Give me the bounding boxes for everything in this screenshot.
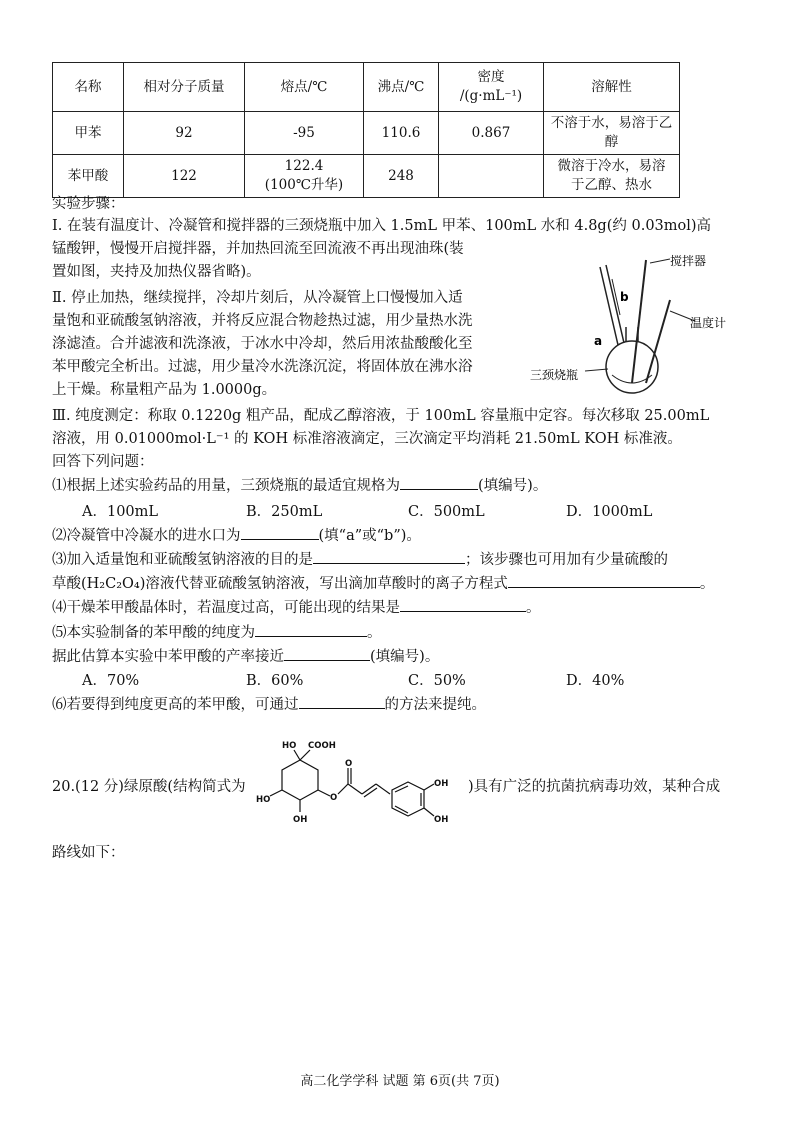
step1-line1: Ⅰ. 在装有温度计、冷凝管和搅拌器的三颈烧瓶中加入 1.5mL 甲苯、100mL 水和 4.8g(约 0.03mol)高 — [52, 218, 712, 234]
header-solubility: 溶解性 — [544, 63, 680, 112]
step2-line3: 涤滤渣。合并滤液和洗涤液，于冰水中冷却，然后用浓盐酸酸化至 — [52, 336, 473, 352]
q5-option-b: B．60% — [246, 673, 304, 689]
questions-intro: 回答下列问题： — [52, 454, 154, 470]
header-bp: 沸点/℃ — [364, 63, 439, 112]
step1-line2: 锰酸钾，慢慢开启搅拌器，并加热回流至回流液不再出现油珠(装 — [52, 241, 464, 257]
question-2-text: ⑵冷凝管中冷凝水的进水口为 — [52, 528, 241, 544]
question-3b — [52, 573, 714, 595]
question-2-tail: (填“a”或“b”)。 — [318, 528, 421, 544]
cell-bp: 248 — [364, 155, 439, 198]
question-4 — [52, 597, 541, 619]
cell-mp: -95 — [245, 112, 364, 155]
question-1-text: ⑴根据上述实验药品的用量，三颈烧瓶的最适宜规格为 — [52, 478, 400, 494]
cell-solubility: 不溶于水，易溶于乙醇 — [544, 112, 680, 155]
step2-line2: 量饱和亚硫酸氢钠溶液，并将反应混合物趁热过滤，用少量热水洗 — [52, 313, 473, 329]
cell-mw: 92 — [124, 112, 245, 155]
answer-blank-5[interactable] — [255, 622, 367, 637]
step2-line1: Ⅱ. 停止加热，继续搅拌，冷却片刻后，从冷凝管上口慢慢加入适 — [52, 290, 463, 306]
cell-density: 0.867 — [439, 112, 544, 155]
step3-line1: Ⅲ. 纯度测定：称取 0.1220g 粗产品，配成乙醇溶液，于 100mL 容量瓶中定容。每次移取 25.00mL — [52, 408, 710, 424]
q5-option-d: D．40% — [566, 673, 625, 689]
stirrer-icon — [632, 260, 646, 383]
struct-cooh: COOH — [308, 741, 336, 751]
table-row — [53, 155, 680, 198]
header-mp: 熔点/℃ — [245, 63, 364, 112]
struct-ho-left: HO — [256, 795, 271, 805]
answer-blank-4[interactable] — [400, 597, 526, 612]
header-mw: 相对分子质量 — [124, 63, 245, 112]
steps-heading: 实验步骤： — [52, 196, 125, 212]
apparatus-figure — [520, 245, 760, 395]
cyclohexane-ring-icon — [282, 760, 318, 800]
cell-mp-value: 122.4 — [284, 158, 324, 174]
question-3-end: 。 — [699, 576, 715, 592]
struct-oh-ring1: OH — [434, 779, 449, 789]
question-3-text-a: ⑶加入适量饱和亚硫酸氢钠溶液的目的是 — [52, 552, 313, 568]
question-1-tail: (填编号)。 — [478, 478, 548, 494]
q20-lead: 20.(12 分)绿原酸(结构简式为 — [52, 779, 246, 795]
question-5 — [52, 622, 382, 644]
q20-tail: )具有广泛的抗菌抗病毒功效，某种合成 — [468, 779, 721, 795]
question-6-text: ⑹若要得到纯度更高的苯甲酸，可通过 — [52, 697, 299, 713]
question-5-text: ⑸本实验制备的苯甲酸的纯度为 — [52, 625, 255, 641]
cell-mw: 122 — [124, 155, 245, 198]
label-a: a — [594, 334, 603, 348]
q1-option-d: D．1000mL — [566, 504, 653, 520]
header-name: 名称 — [53, 63, 124, 112]
question-6-tail: 的方法来提纯。 — [384, 697, 486, 713]
step2-line5: 上干燥。称量粗产品为 1.0000g。 — [52, 382, 277, 398]
header-density — [439, 63, 544, 112]
q5-option-a: A．70% — [82, 673, 140, 689]
q1-option-b: B．250mL — [246, 504, 323, 520]
question-5b — [52, 646, 439, 668]
question-5b-text: 据此估算本实验中苯甲酸的产率接近 — [52, 649, 284, 665]
cell-bp: 110.6 — [364, 112, 439, 155]
question-3a — [52, 549, 668, 571]
cell-mp — [245, 155, 364, 198]
struct-oh-ring2: OH — [434, 815, 449, 825]
label-stirrer: 搅拌器 — [670, 254, 707, 268]
q5-option-c: C．50% — [408, 673, 466, 689]
step3-line2: 溶液，用 0.01000mol·L⁻¹ 的 KOH 标准溶液滴定，三次滴定平均消耗 21.50mL KOH 标准液。 — [52, 431, 682, 447]
struct-o-ester: O — [330, 793, 338, 803]
cell-density — [439, 155, 544, 198]
question-5b-tail: (填编号)。 — [370, 649, 440, 665]
question-5-end: 。 — [367, 625, 382, 641]
question-4-end: 。 — [526, 600, 541, 616]
step1-line3: 置如图，夹持及加热仪器省略)。 — [52, 264, 261, 280]
cell-mp-note: (100℃升华) — [264, 177, 344, 193]
cell-name: 甲苯 — [53, 112, 124, 155]
question-1 — [52, 475, 547, 497]
cell-name: 苯甲酸 — [53, 155, 124, 198]
answer-blank-5b[interactable] — [284, 646, 370, 661]
cell-solubility-text: 微溶于冷水，易溶于乙醇、热水 — [557, 158, 666, 193]
question-2 — [52, 525, 421, 547]
label-b: b — [620, 290, 629, 304]
answer-blank-2[interactable] — [241, 525, 319, 540]
properties-table — [52, 62, 680, 198]
cell-solubility — [544, 155, 680, 198]
label-thermometer: 温度计 — [690, 316, 727, 330]
question-3-text-b: ；该步骤也可用加有少量硫酸的 — [465, 552, 668, 568]
question-6 — [52, 694, 486, 716]
density-unit: /(g·mL⁻¹) — [459, 88, 523, 104]
step2-line4: 苯甲酸完全析出。过滤，用少量冷水洗涤沉淀，将固体放在沸水浴 — [52, 359, 473, 375]
q1-option-a: A．100mL — [82, 504, 159, 520]
chlorogenic-acid-structure — [256, 738, 468, 834]
answer-blank-3a[interactable] — [313, 549, 465, 564]
page-footer: 高二化学学科 试题 第 6页(共 7页) — [300, 1074, 500, 1089]
answer-blank-3b[interactable] — [508, 573, 700, 588]
label-flask: 三颈烧瓶 — [530, 368, 579, 382]
answer-blank-1[interactable] — [400, 475, 478, 490]
struct-ho-top: HO — [282, 741, 297, 751]
q1-option-c: C．500mL — [408, 504, 485, 520]
answer-blank-6[interactable] — [299, 694, 385, 709]
struct-oh-bottom: OH — [293, 815, 308, 825]
table-header-row — [53, 63, 680, 112]
benzene-ring-icon — [392, 782, 424, 816]
struct-o-carbonyl: O — [345, 759, 353, 769]
q20-line2: 路线如下： — [52, 845, 125, 861]
density-label: 密度 — [477, 69, 505, 85]
question-4-text: ⑷干燥苯甲酸晶体时，若温度过高，可能出现的结果是 — [52, 600, 400, 616]
table-row — [53, 112, 680, 155]
question-3-text-c: 草酸(H₂C₂O₄)溶液代替亚硫酸氢钠溶液，写出滴加草酸时的离子方程式 — [52, 576, 508, 592]
